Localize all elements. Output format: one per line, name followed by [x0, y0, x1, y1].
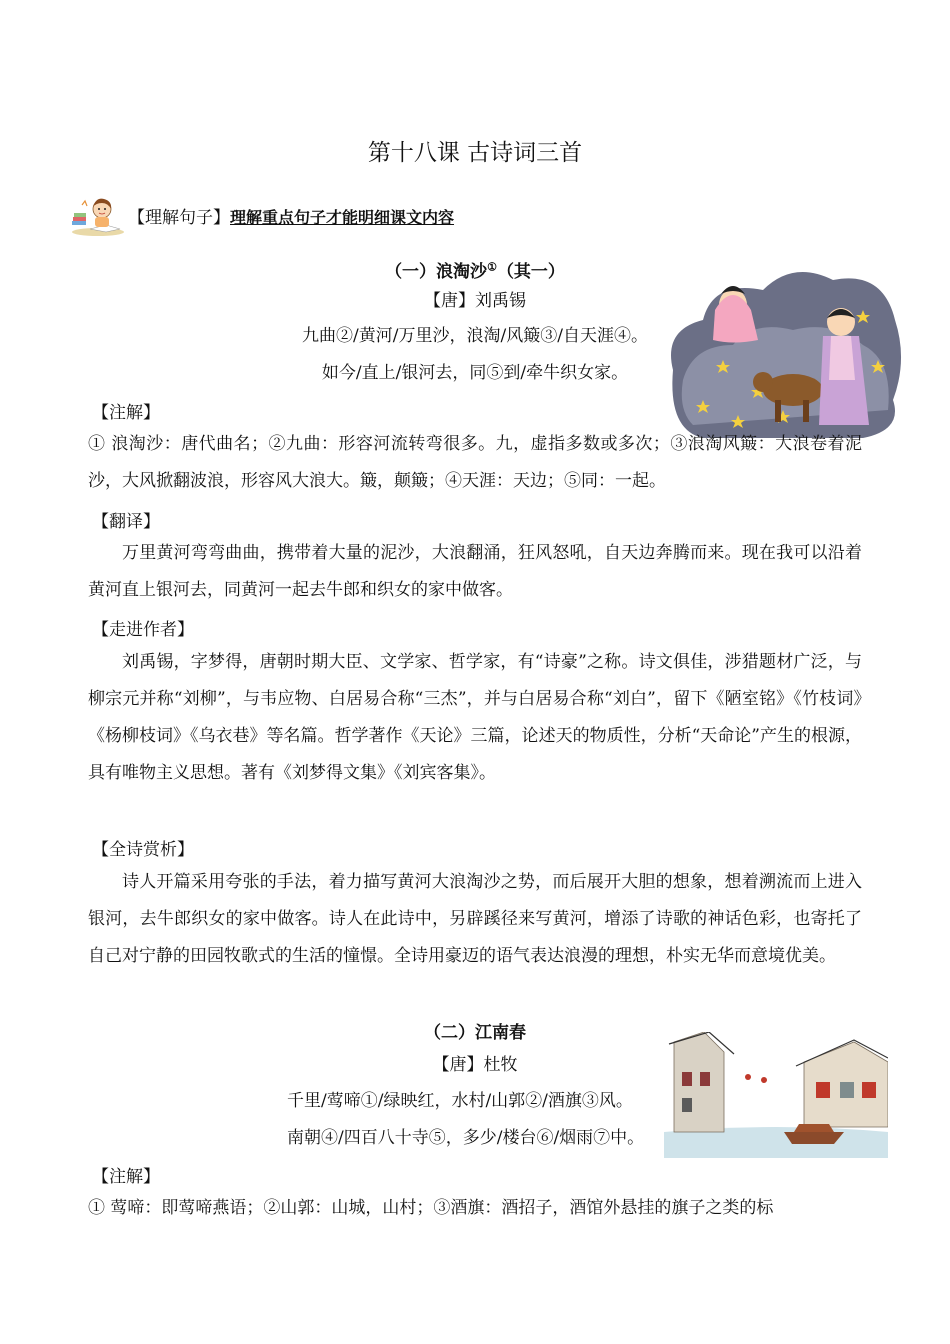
author-intro-label: 【走进作者】 — [92, 620, 194, 640]
poem2-author: 【唐】杜牧 — [432, 1055, 518, 1075]
section-bracket-label: 【理解句子】 — [128, 208, 230, 228]
appreciation-text: 诗人开篇采用夸张的手法，着力描写黄河大浪淘沙之势，而后展开大胆的想象，想着溯流而上进入银河，去牛郎织女的家中做客。诗人在此诗中，另辟蹊径来写黄河，增添了诗歌的神话色彩，也寄托了自己对宁静的田园牧歌式的生活的憧憬。全诗用豪迈的语气表达浪漫的理想，朴实无华而意境优美。 — [88, 872, 862, 966]
section-header — [128, 203, 454, 228]
section-subtitle: 理解重点句子才能明细课文内容 — [230, 208, 455, 227]
poem1-heading: （一）浪淘沙①（其一） — [385, 260, 565, 282]
poem2-line-1: 千里/莺啼①/绿映红，水村/山郭②/酒旗③风。 — [287, 1091, 633, 1111]
cowherd-weaver-illustration — [663, 250, 903, 440]
notes1-label: 【注解】 — [92, 403, 160, 423]
water-town-illustration — [664, 1032, 888, 1158]
notes2-text: ① 莺啼：即莺啼燕语；②山郭：山城，山村；③酒旗：酒招子，酒馆外悬挂的旗子之类的标 — [88, 1198, 774, 1218]
notes1-text: ① 浪淘沙：唐代曲名；②九曲：形容河流转弯很多。九，虚指多数或多次；③浪淘风簸：大浪卷着泥沙，大风掀翻波浪，形容风大浪大。簸，颠簸；④天涯：天边；⑤同：一起。 — [88, 434, 862, 491]
poem1-line-2: 如今/直上/银河去，同⑤到/牵牛织女家。 — [321, 363, 629, 383]
page-title: 第十八课 古诗词三首 — [367, 140, 583, 166]
poem1-author: 【唐】刘禹锡 — [424, 291, 526, 311]
author-intro-text: 刘禹锡，字梦得，唐朝时期大臣、文学家、哲学家，有“诗豪”之称。诗文俱佳，涉猎题材广泛，与柳宗元并称“刘柳”，与韦应物、白居易合称“三杰”，并与白居易合称“刘白”，留下《陋室铭》《竹枝词》《杨柳枝词》《乌衣巷》等名篇。哲学著作《天论》三篇，论述天的物质性，分析“天命论”产生的根源，具有唯物主义思想。著有《刘梦得文集》《刘宾客集》。 — [88, 652, 862, 783]
translation-text: 万里黄河弯弯曲曲，携带着大量的泥沙，大浪翻涌，狂风怒吼，自天边奔腾而来。现在我可以沿着黄河直上银河去，同黄河一起去牛郎和织女的家中做客。 — [88, 543, 862, 600]
appreciation-label: 【全诗赏析】 — [92, 840, 194, 860]
poem2-line-2: 南朝④/四百八十寺⑤，多少/楼台⑥/烟雨⑦中。 — [287, 1128, 645, 1148]
notes2-label: 【注解】 — [92, 1167, 160, 1187]
reading-kid-illustration — [70, 195, 126, 237]
poem1-line-1: 九曲②/黄河/万里沙，浪淘/风簸③/自天涯④。 — [302, 326, 648, 346]
poem2-heading: （二）江南春 — [424, 1023, 526, 1043]
translation-label: 【翻译】 — [92, 512, 160, 532]
